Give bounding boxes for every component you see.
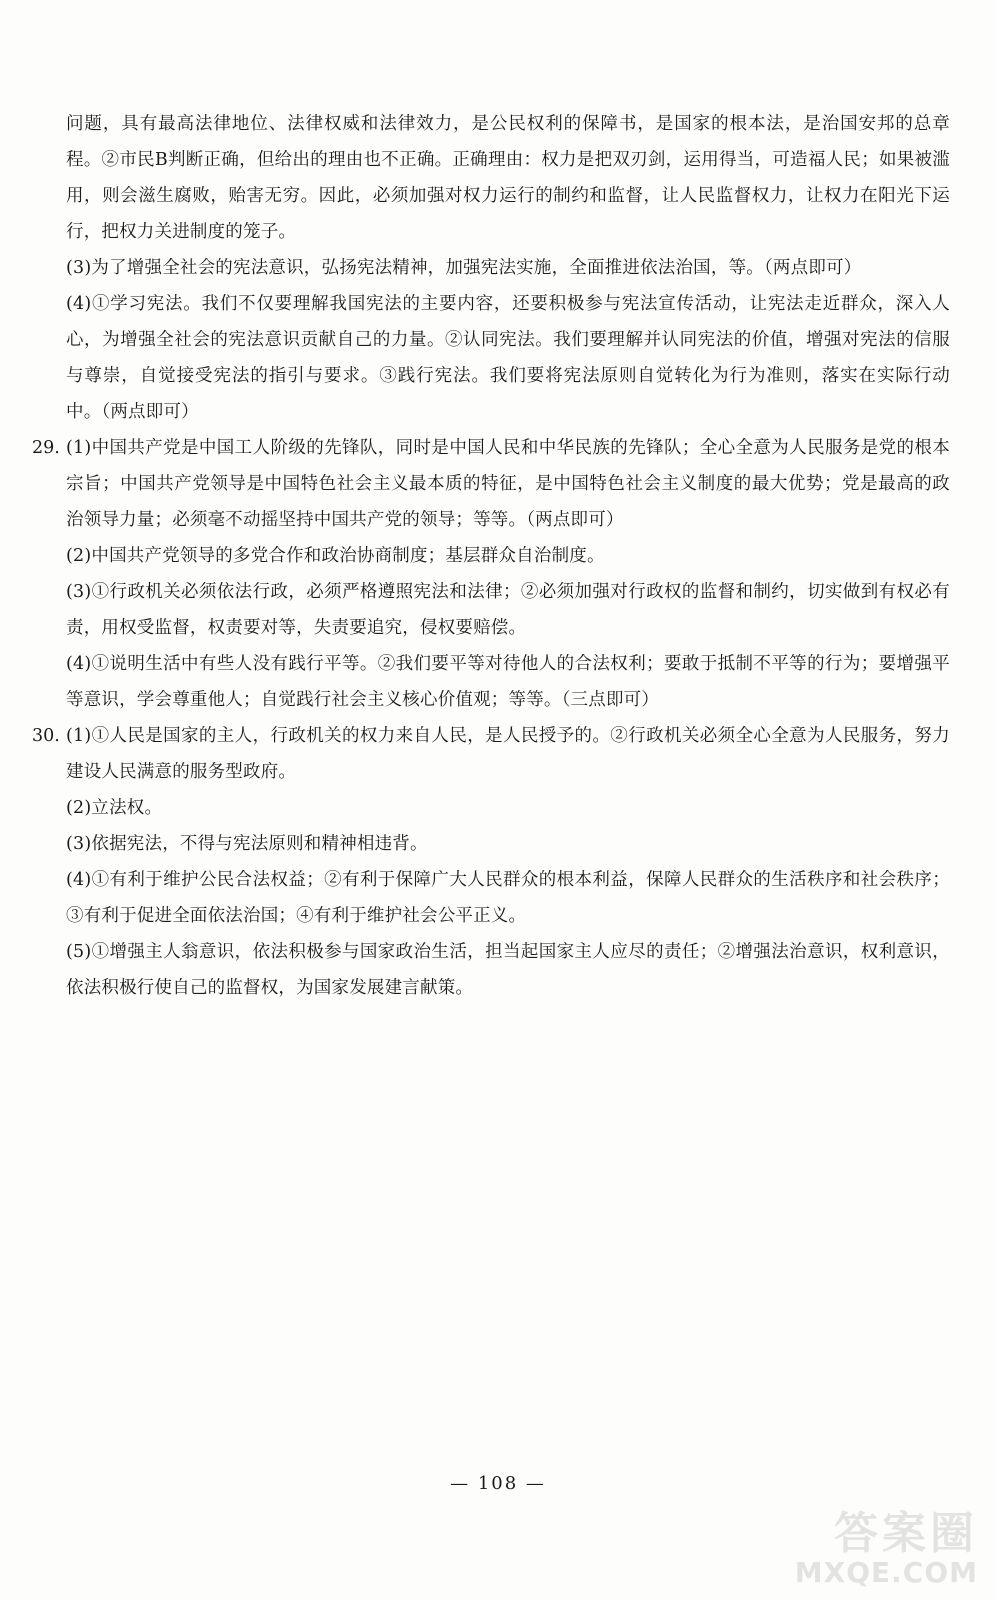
question-29-part-1: (1)中国共产党是中国工人阶级的先锋队，同时是中国人民和中华民族的先锋队；全心全意为人民服务是党的根本宗旨；中国共产党领导是中国特色社会主义最本质的特征，是中国特色社会主义制度的最大优势；党是最高的政治领导力量；必须毫不动摇坚持中国共产党的领导；等等。（两点即可） bbox=[66, 438, 950, 530]
continuation-paragraph-3: (4)①学习宪法。我们不仅要理解我国宪法的主要内容，还要积极参与宪法宣传活动，让宪法走近群众，深入人心，为增强全社会的宪法意识贡献自己的力量。②认同宪法。我们要理解并认同宪法的价值，增强对宪法的信服与尊崇，自觉接受宪法的指引与要求。③践行宪法。我们要将宪法原则自觉转化为行为准则，落实在实际行动中。（两点即可） bbox=[66, 294, 950, 422]
question-29-part-4: (4)①说明生活中有些人没有践行平等。②我们要平等对待他人的合法权利；要敢于抵制不平等的行为；要增强平等意识，学会尊重他人；自觉践行社会主义核心价值观；等等。（三点即可） bbox=[66, 654, 950, 710]
question-30-part-1: (1)①人民是国家的主人，行政机关的权力来自人民，是人民授予的。②行政机关必须全心全意为人民服务，努力建设人民满意的服务型政府。 bbox=[66, 726, 950, 782]
question-29-part-3: (3)①行政机关必须依法行政，必须严格遵照宪法和法律；②必须加强对行政权的监督和制约，切实做到有权必有责，用权受监督，权责要对等，失责要追究，侵权要赔偿。 bbox=[66, 582, 950, 638]
watermark-domain-text: MXQE.COM bbox=[794, 1556, 978, 1589]
question-29-part-2: (2)中国共产党领导的多党合作和政治协商制度；基层群众自治制度。 bbox=[66, 546, 605, 566]
question-29-number: 29. bbox=[32, 438, 60, 458]
question-30-part-5: (5)①增强主人翁意识，依法积极参与国家政治生活，担当起国家主人应尽的责任；②增强法治意识，权利意识，依法积极行使自己的监督权，为国家发展建言献策。 bbox=[66, 942, 950, 998]
continuation-paragraph-2: (3)为了增强全社会的宪法意识，弘扬宪法精神，加强宪法实施，全面推进依法治国，等。（两点即可） bbox=[66, 258, 862, 278]
site-watermark bbox=[778, 1510, 978, 1590]
continuation-paragraph-1: 问题，具有最高法律地位、法律权威和法律效力，是公民权利的保障书，是国家的根本法，是治国安邦的总章程。②市民B判断正确，但给出的理由也不正确。正确理由：权力是把双刃剑，运用得当，可造福人民；如果被滥用，则会滋生腐败，贻害无穷。因此，必须加强对权力运行的制约和监督，让人民监督权力，让权力在阳光下运行，把权力关进制度的笼子。 bbox=[66, 114, 950, 242]
question-30-number: 30. bbox=[32, 726, 60, 746]
question-30-part-2: (2)立法权。 bbox=[66, 798, 163, 818]
question-30-part-4: (4)①有利于维护公民合法权益；②有利于保障广大人民群众的根本利益，保障人民群众的生活秩序和社会秩序；③有利于促进全面依法治国；④有利于维护社会公平正义。 bbox=[66, 870, 950, 926]
watermark-logo-text: 答案圈 bbox=[834, 1508, 978, 1559]
page-number: — 108 — bbox=[450, 1473, 546, 1494]
question-29-block bbox=[32, 430, 950, 718]
question-30-block bbox=[32, 718, 950, 1006]
question-30-part-3: (3)依据宪法，不得与宪法原则和精神相违背。 bbox=[66, 834, 428, 854]
answer-content bbox=[32, 106, 950, 1006]
